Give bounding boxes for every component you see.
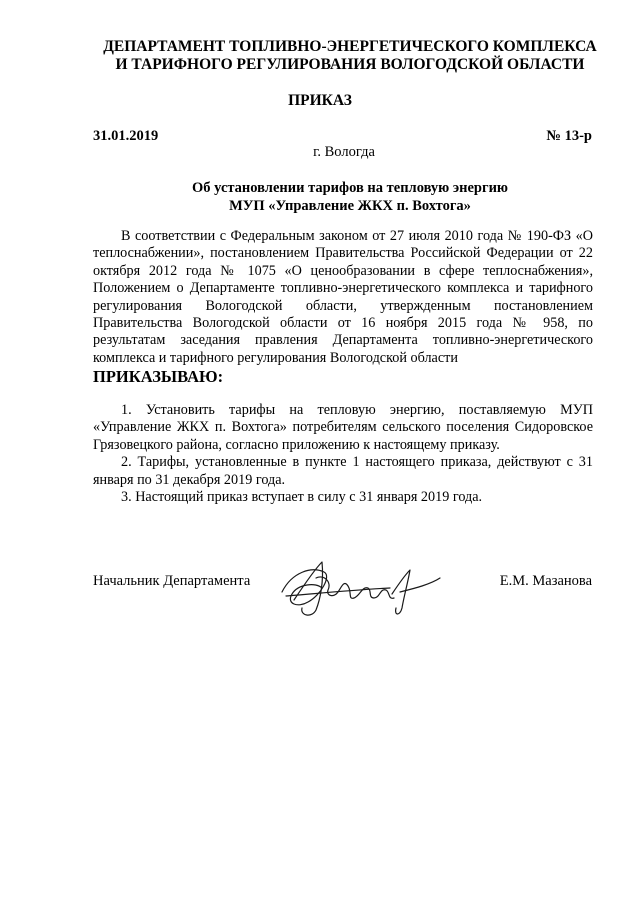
subject-line-2: МУП «Управление ЖКХ п. Вохтога» — [229, 198, 471, 214]
order-number: № 13-р — [546, 128, 592, 144]
order-items — [93, 402, 593, 506]
department-header — [60, 38, 640, 74]
preamble-text: В соответствии с Федеральным законом от 27 июля 2010 года № 190-ФЗ «О теплоснабжении», постановлением Правительства Российской Федерации от 22 октября 2012 года № 1075 «О ценообразовании в сфере теплоснабжения», Положением о Департаменте топливно-энергетического комплекса и тарифного регулирования Вологодской области, утвержденным постановлением Правительства Вологодской области от 16 ноября 2015 года № 958, по результатам заседания правления Департамента топливно-энергетического комплекса и тарифного регулирования Вологодской области — [93, 228, 593, 366]
header-line-2: И ТАРИФНОГО РЕГУЛИРОВАНИЯ ВОЛОГОДСКОЙ ОБЛАСТИ — [115, 56, 585, 73]
signatory-position: Начальник Департамента — [93, 573, 251, 589]
handwritten-signature-icon — [272, 552, 462, 622]
order-item-3: 3. Настоящий приказ вступает в силу с 31 января 2019 года. — [121, 489, 483, 506]
order-title: ПРИКАЗ — [288, 92, 352, 109]
order-city: г. Вологда — [313, 144, 375, 160]
order-date: 31.01.2019 — [93, 128, 159, 144]
preamble-paragraph — [93, 228, 593, 367]
signatory-name: Е.М. Мазанова — [499, 573, 592, 589]
subject-line-1: Об установлении тарифов на тепловую энергию — [191, 180, 509, 196]
order-item-2: 2. Тарифы, установленные в пункте 1 настоящего приказа, действуют с 31 января по 31 декабря 2019 года. — [93, 454, 593, 488]
header-line-1: ДЕПАРТАМЕНТ ТОПЛИВНО-ЭНЕРГЕТИЧЕСКОГО КОМПЛЕКСА — [103, 38, 597, 55]
decree-word: ПРИКАЗЫВАЮ: — [93, 367, 224, 386]
order-subject — [60, 179, 640, 215]
order-item-1: 1. Установить тарифы на тепловую энергию, поставляемую МУП «Управление ЖКХ п. Вохтога» потребителям сельского поселения Сидоровское Грязовецкого района, согласно приложению к настоящему приказу. — [93, 402, 593, 453]
